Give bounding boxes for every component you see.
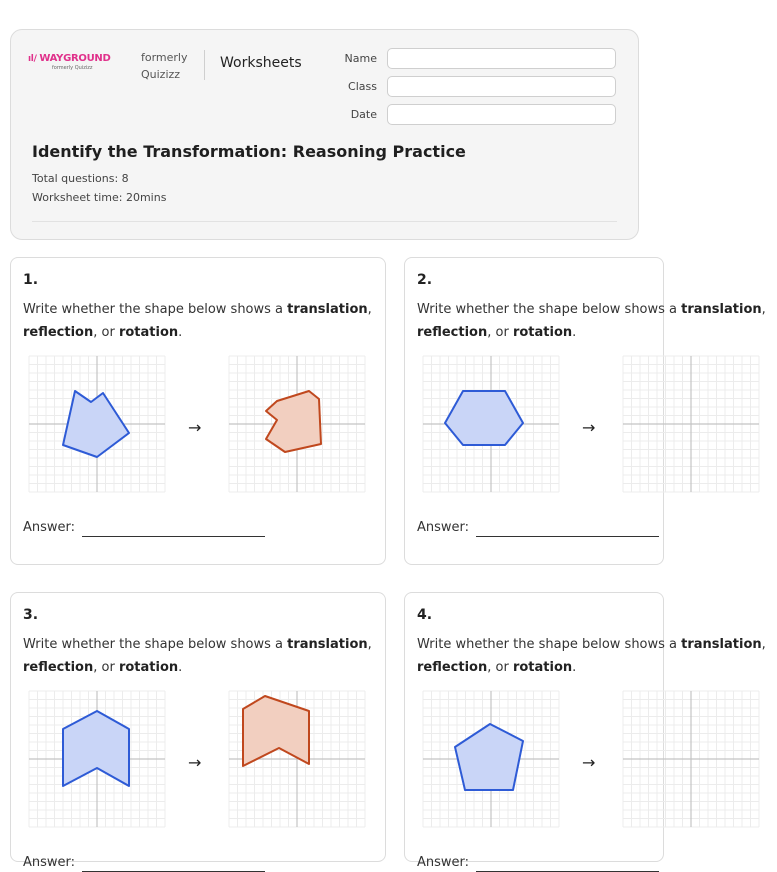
right-arrow-icon: → xyxy=(188,753,202,772)
name-field[interactable] xyxy=(387,48,616,69)
question-number: 1. xyxy=(23,272,39,288)
right-arrow-icon: → xyxy=(188,418,202,437)
original-grid xyxy=(29,691,165,827)
total-questions: Total questions: 8 xyxy=(32,172,129,185)
header-divider xyxy=(204,50,205,80)
term-rotation: rotation xyxy=(512,325,573,340)
worksheet-time: Worksheet time: 20mins xyxy=(32,191,167,204)
term-rotation: rotation xyxy=(512,660,573,675)
class-label: Class xyxy=(348,80,377,93)
answer-line[interactable] xyxy=(476,536,659,537)
wayground-logo xyxy=(28,53,111,71)
question-card-2 xyxy=(404,257,766,565)
prompt-end: . xyxy=(572,660,577,675)
question-card-4 xyxy=(404,592,766,870)
prompt-sep: , or xyxy=(93,325,119,340)
question-number: 2. xyxy=(417,272,433,288)
original-grid xyxy=(423,356,559,492)
worksheets-label: Worksheets xyxy=(220,55,302,71)
prompt-text: Write whether the shape below shows a xyxy=(23,302,288,317)
answer-label: Answer: xyxy=(23,855,76,870)
formerly-line-2: Quizizz xyxy=(141,68,181,81)
answer-label: Answer: xyxy=(23,520,76,535)
class-field[interactable] xyxy=(387,76,616,97)
logo-subtext: formerly Quizizz xyxy=(52,65,93,71)
formerly-note xyxy=(141,49,188,83)
term-rotation: rotation xyxy=(118,325,179,340)
term-rotation: rotation xyxy=(118,660,179,675)
image-shape xyxy=(266,391,321,452)
prompt-sep: , or xyxy=(487,325,513,340)
answer-label: Answer: xyxy=(417,855,470,870)
prompt-sep: , xyxy=(761,637,766,652)
right-arrow-icon: → xyxy=(582,418,596,437)
original-shape xyxy=(63,711,129,786)
term-translation: translation xyxy=(287,637,368,652)
date-field[interactable] xyxy=(387,104,616,125)
question-number: 4. xyxy=(417,607,433,623)
answer-label: Answer: xyxy=(417,520,470,535)
prompt-sep: , or xyxy=(93,660,119,675)
prompt-sep: , xyxy=(367,302,372,317)
image-shape xyxy=(243,696,309,766)
question-card-1 xyxy=(10,257,386,565)
original-grid xyxy=(423,691,559,827)
question-number: 3. xyxy=(23,607,39,623)
term-translation: translation xyxy=(681,637,762,652)
date-label: Date xyxy=(350,108,377,121)
question-prompt xyxy=(23,633,383,679)
image-grid xyxy=(229,691,365,827)
right-arrow-icon: → xyxy=(582,753,596,772)
image-grid xyxy=(229,356,365,492)
term-reflection: reflection xyxy=(23,325,94,340)
prompt-text: Write whether the shape below shows a xyxy=(417,637,682,652)
term-translation: translation xyxy=(287,302,368,317)
original-shape xyxy=(63,391,129,457)
prompt-end: . xyxy=(572,325,577,340)
prompt-text: Write whether the shape below shows a xyxy=(417,302,682,317)
prompt-sep: , xyxy=(761,302,766,317)
question-prompt xyxy=(417,633,777,679)
prompt-end: . xyxy=(178,325,183,340)
term-translation: translation xyxy=(681,302,762,317)
prompt-sep: , xyxy=(367,637,372,652)
logo-text: WAYGROUND xyxy=(39,53,111,64)
logo-mark-icon: ıl/ xyxy=(28,54,40,64)
question-prompt xyxy=(23,298,383,344)
term-reflection: reflection xyxy=(417,660,488,675)
answer-line[interactable] xyxy=(82,536,265,537)
original-grid xyxy=(29,356,165,492)
formerly-line-1: formerly xyxy=(141,51,188,64)
name-label: Name xyxy=(344,52,377,65)
image-grid xyxy=(623,691,759,827)
prompt-end: . xyxy=(178,660,183,675)
header-rule xyxy=(32,221,617,222)
prompt-sep: , or xyxy=(487,660,513,675)
image-grid xyxy=(623,356,759,492)
term-reflection: reflection xyxy=(417,325,488,340)
worksheet-title: Identify the Transformation: Reasoning Practice xyxy=(32,142,466,161)
question-prompt xyxy=(417,298,777,344)
term-reflection: reflection xyxy=(23,660,94,675)
question-card-3 xyxy=(10,592,386,870)
prompt-text: Write whether the shape below shows a xyxy=(23,637,288,652)
